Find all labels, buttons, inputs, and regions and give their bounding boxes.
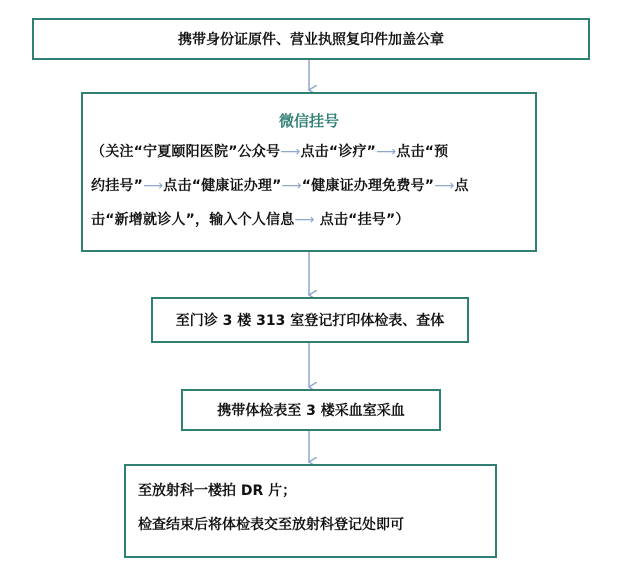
arrow-icon: ⟶ xyxy=(280,144,301,160)
step-1-text: 携带身份证原件、营业执照复印件加盖公章 xyxy=(178,32,444,48)
flow-line-3: 击“新增就诊人”，输入个人信息⟶ 点击“挂号”） xyxy=(91,212,410,228)
step-4-text: 携带体检表至 3 楼采血室采血 xyxy=(217,403,405,419)
step-2-box xyxy=(81,92,537,252)
arrow-icon: ⟶ xyxy=(376,144,397,160)
step-3-box xyxy=(151,297,469,343)
step-5-line-2: 检查结束后将体检表交至放射科登记处即可 xyxy=(138,517,404,533)
step-5-line-1: 至放射科一楼拍 DR 片； xyxy=(138,483,297,499)
step-1-box xyxy=(32,18,590,60)
arrow-icon: ⟶ xyxy=(143,178,164,194)
flow-line-1: （关注“宁夏颐阳医院”公众号⟶点击“诊疗”⟶点击“预 xyxy=(91,144,449,160)
arrow-icon: ⟶ xyxy=(294,212,315,228)
step-2-title: 微信挂号 xyxy=(278,112,339,130)
step-4-box xyxy=(181,389,441,431)
arrow-icon: ⟶ xyxy=(434,178,455,194)
step-2-flow xyxy=(91,135,527,237)
step-5-box xyxy=(124,464,497,558)
flow-line-2: 约挂号”⟶点击“健康证办理”⟶“健康证办理免费号”⟶点 xyxy=(91,178,469,194)
arrow-icon: ⟶ xyxy=(281,178,302,194)
step-3-text: 至门诊 3 楼 313 室登记打印体检表、查体 xyxy=(175,313,445,329)
